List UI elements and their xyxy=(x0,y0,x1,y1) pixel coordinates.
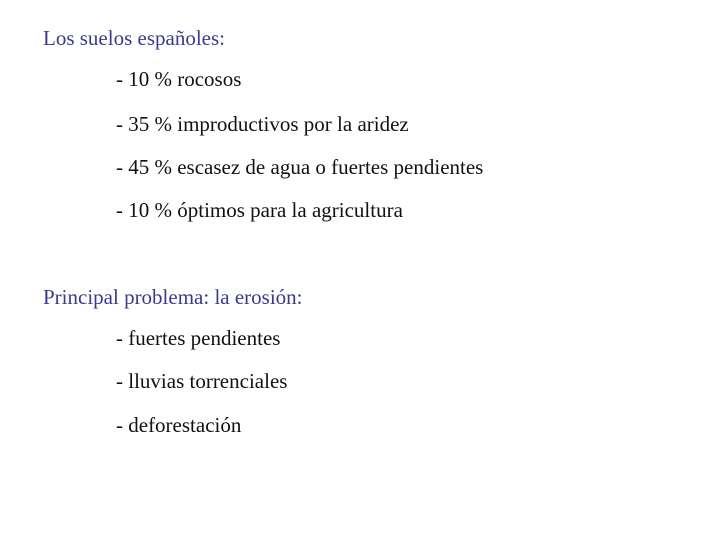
soils-heading: Los suelos españoles: xyxy=(43,26,225,50)
soil-item-optimal: - 10 % óptimos para la agricultura xyxy=(116,198,403,222)
erosion-heading: Principal problema: la erosión: xyxy=(43,285,303,309)
erosion-item-deforestation: - deforestación xyxy=(116,413,242,437)
soil-item-arid: - 35 % improductivos por la aridez xyxy=(116,112,409,136)
erosion-item-rain: - lluvias torrenciales xyxy=(116,369,288,393)
soil-item-water-slopes: - 45 % escasez de agua o fuertes pendientes xyxy=(116,155,484,179)
soil-item-rocky: - 10 % rocosos xyxy=(116,67,242,91)
erosion-item-slopes: - fuertes pendientes xyxy=(116,326,281,350)
